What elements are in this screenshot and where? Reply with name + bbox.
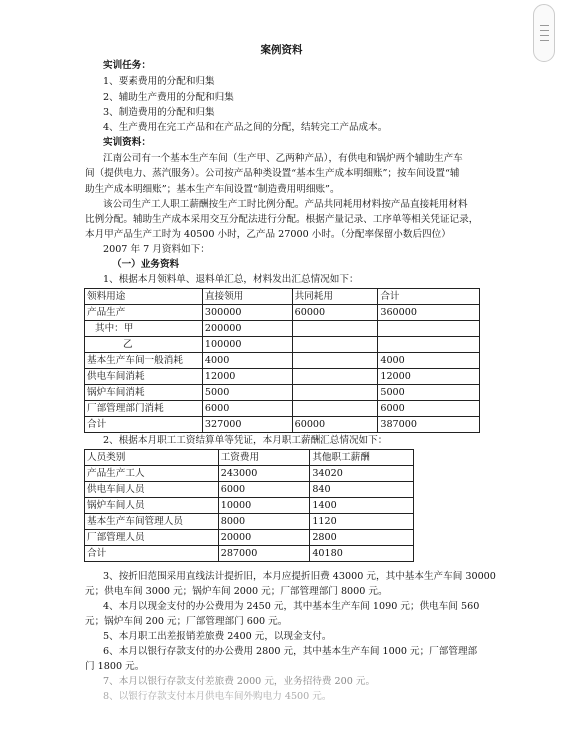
table-cell: 60000 [292,417,378,433]
table-cell: 产品生产工人 [85,466,219,482]
materials-heading: 实训资料： [103,137,151,148]
table-cell: 6000 [202,401,292,417]
table-row [85,353,480,369]
table-cell: 200000 [202,321,292,337]
table-row [85,482,414,498]
grip-line-icon [540,40,549,41]
table-cell: 产品生产 [85,305,203,321]
table-cell: 60000 [292,305,378,321]
table-header-cell: 共同耗用 [292,289,378,305]
table-row [85,401,480,417]
payroll-summary-table [84,449,414,562]
table-cell: 840 [310,482,414,498]
table-cell: 6000 [378,401,480,417]
table-cell [292,337,378,353]
item-3-line: 元；供电车间 3000 元；锅炉车间 2000 元；厂部管理部门 8000 元。 [85,586,388,597]
table-cell: 6000 [218,482,310,498]
item-4-line: 元；锅炉车间 200 元；厂部管理部门 600 元。 [85,616,288,627]
table-cell [292,385,378,401]
tasks-heading: 实训任务： [103,60,151,71]
table-row [85,514,414,530]
table-cell: 锅炉车间人员 [85,498,219,514]
table-cell: 乙 [85,337,203,353]
table-total-row [85,417,480,433]
table-cell [292,321,378,337]
table-cell: 8000 [218,514,310,530]
table-header-cell: 其他职工薪酬 [310,450,414,466]
table-cell: 5000 [202,385,292,401]
table-header-cell: 直接领用 [202,289,292,305]
grip-line-icon [540,25,549,26]
task-item: 2、辅助生产费用的分配和归集 [103,92,234,103]
table-row [85,530,414,546]
table-cell: 387000 [378,417,480,433]
table-header-cell: 工资费用 [218,450,310,466]
table-cell: 327000 [202,417,292,433]
table-row [85,466,414,482]
table-cell [378,321,480,337]
table-cell: 1400 [310,498,414,514]
table-cell: 其中：甲 [85,321,203,337]
item-3-line: 3、按折旧范围采用直线法计提折旧，本月应提折旧费 43000 元，其中基本生产车间 30000 [103,571,496,582]
material-issue-table [84,288,480,433]
table-header-row [85,450,414,466]
table-cell: 2800 [310,530,414,546]
table-cell: 4000 [378,353,480,369]
grip-line-icon [540,35,549,36]
task-item: 3、制造费用的分配和归集 [103,107,215,118]
table-row [85,385,480,401]
table-row [85,369,480,385]
item-6-line: 门 1800 元。 [85,661,145,672]
table-row [85,498,414,514]
item-8-text: 8、以银行存款支付本月供电车间外购电力 4500 元。 [103,691,332,702]
item-5-text: 5、本月职工出差报销差旅费 2400 元，以现金支付。 [103,631,332,642]
table-row [85,305,480,321]
paragraph-line: 比例分配。辅助生产成本采用交互分配法进行分配。根据产量记录、工序单等相关凭证记录， [85,214,479,225]
period-line: 2007 年 7 月资料如下： [103,244,210,255]
table-cell: 合计 [85,546,219,562]
table-cell [292,353,378,369]
section-heading: （一）业务资料 [112,259,180,270]
document-title: 案例资料 [260,44,303,56]
table-cell: 厂部管理部门消耗 [85,401,203,417]
table-cell: 基本生产车间管理人员 [85,514,219,530]
item-2-text: 2、根据本月职工工资结算单等凭证，本月职工薪酬汇总情况如下： [103,435,388,446]
paragraph-line: 该公司生产工人职工薪酬按生产工时比例分配。产品共同耗用材料按产品直接耗用材料 [103,199,468,210]
paragraph-line: 江南公司有一个基本生产车间（生产甲、乙两种产品），有供电和锅炉两个辅助生产车 [103,153,463,164]
table-total-row [85,546,414,562]
item-7-text: 7、本月以银行存款支付差旅费 2000 元，业务招待费 200 元。 [103,676,376,687]
table-header-cell: 领料用途 [85,289,203,305]
table-cell [292,369,378,385]
task-item: 1、要素费用的分配和归集 [103,76,215,87]
table-cell: 20000 [218,530,310,546]
table-cell: 100000 [202,337,292,353]
table-cell: 300000 [202,305,292,321]
table-cell: 供电车间人员 [85,482,219,498]
table-cell: 合计 [85,417,203,433]
table-cell: 12000 [202,369,292,385]
paragraph-line: 本月甲产品生产工时为 40500 小时，乙产品 27000 小时。（分配率保留小数后四位） [85,229,451,240]
item-4-line: 4、本月以现金支付的办公费用为 2450 元，其中基本生产车间 1090 元；供电车间 560 [103,601,480,612]
paragraph-line: 助生产成本明细账”；基本生产车间设置“制造费用明细账”。 [85,184,340,195]
table-cell: 360000 [378,305,480,321]
table-cell: 5000 [378,385,480,401]
table-cell: 10000 [218,498,310,514]
item-1-text: 1、根据本月领料单、退料单汇总，材料发出汇总情况如下： [103,274,359,285]
table-header-cell: 人员类别 [85,450,219,466]
table-cell: 34020 [310,466,414,482]
task-item: 4、生产费用在完工产品和在产品之间的分配，结转完工产品成本。 [103,122,388,133]
item-6-line: 6、本月以银行存款支付的办公费用 2800 元，其中基本生产车间 1000 元；厂部管理部 [103,646,478,657]
table-cell: 12000 [378,369,480,385]
table-cell: 供电车间消耗 [85,369,203,385]
table-cell: 4000 [202,353,292,369]
table-cell [378,337,480,353]
table-cell: 287000 [218,546,310,562]
table-cell: 厂部管理人员 [85,530,219,546]
table-header-row [85,289,480,305]
table-row [85,321,480,337]
table-header-cell: 合计 [378,289,480,305]
table-row [85,337,480,353]
table-cell: 243000 [218,466,310,482]
table-cell: 1120 [310,514,414,530]
paragraph-line: 间（提供电力、蒸汽服务）。公司按产品种类设置“基本生产成本明细账”；按车间设置“辅 [85,168,460,179]
table-cell [292,401,378,417]
table-cell: 锅炉车间消耗 [85,385,203,401]
grip-line-icon [540,30,549,31]
table-cell: 基本生产车间一般消耗 [85,353,203,369]
table-cell: 40180 [310,546,414,562]
